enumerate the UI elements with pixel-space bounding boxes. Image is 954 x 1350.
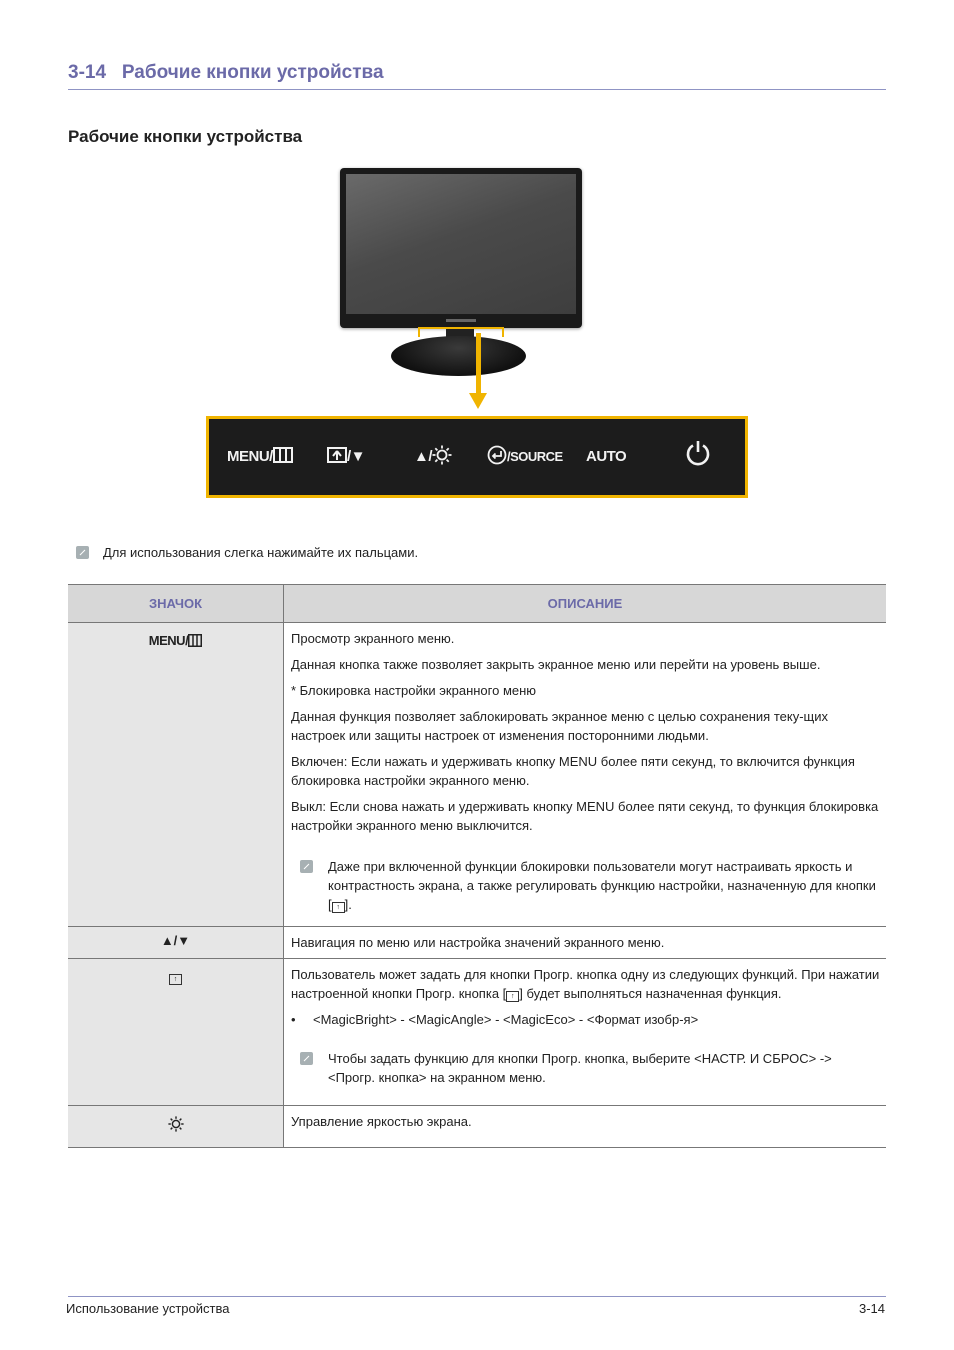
description-text-before: Пользователь может задать для кнопки Прогр. кнопка одну из следующих функций. При нажатии настроенной кнопки Прогр. кнопка [ <box>291 967 880 1001</box>
button-area-highlight <box>418 327 504 337</box>
lock-note-text <box>328 857 880 914</box>
monitor-screen <box>346 174 576 314</box>
custom-key-icon: ↑ <box>332 902 345 913</box>
up-brightness-label: ▲/ <box>414 448 433 465</box>
description-paragraph: Включен: Если нажать и удерживать кнопку MENU более пяти секунд, то включится функция блокировка настройки экранного меню. <box>291 754 855 788</box>
row-description-cell <box>284 623 887 927</box>
description-paragraph: Управление яркостью экрана. <box>291 1114 472 1129</box>
menu-button[interactable] <box>227 419 293 495</box>
table-row <box>68 959 886 1106</box>
menu-icon <box>273 447 293 463</box>
lock-note <box>300 857 880 914</box>
custom-key-note <box>300 1049 880 1087</box>
section-title <box>68 62 886 90</box>
footer-divider <box>68 1296 886 1297</box>
custom-down-button[interactable] <box>327 419 365 495</box>
lock-note-text-after: ]. <box>344 897 352 912</box>
brightness-icon <box>432 445 452 465</box>
table-row <box>68 927 886 959</box>
description-paragraph <box>291 965 880 1003</box>
row-description-cell <box>284 959 887 1106</box>
custom-down-label: /▼ <box>347 448 366 465</box>
controls-table <box>68 584 886 1148</box>
source-label: /SOURCE <box>507 449 563 464</box>
arrow-down-icon <box>469 393 487 409</box>
description-paragraph: Навигация по меню или настройка значений экранного меню. <box>291 935 665 950</box>
description-paragraph: Данная кнопка также позволяет закрыть экранное меню или перейти на уровень выше. <box>291 657 821 672</box>
table-header-row <box>68 585 886 623</box>
up-brightness-button[interactable] <box>414 419 452 495</box>
function-list-text: <MagicBright> - <MagicAngle> - <MagicEco> - <Формат изобр-я> <box>313 1012 699 1027</box>
lock-note-text-before: Даже при включенной функции блокировки пользователи могут настраивать яркость и контрастность экрана, а также регулировать функцию настройки, назначенную для кнопки [ <box>328 859 876 912</box>
arrow-line <box>476 333 481 393</box>
brand-mark <box>446 319 476 322</box>
custom-key-icon: ↑ <box>169 974 182 985</box>
power-button[interactable] <box>685 419 711 495</box>
monitor-body <box>340 168 582 328</box>
source-icon <box>487 445 507 465</box>
description-text-after: ] будет выполняться назначенная функция. <box>519 986 782 1001</box>
auto-label: AUTO <box>586 448 627 465</box>
description-paragraph: Просмотр экранного меню. <box>291 631 455 646</box>
bullet-mark: • <box>291 1012 296 1027</box>
section-number: 3-14 <box>68 62 107 83</box>
column-header-description: ОПИСАНИЕ <box>284 585 887 623</box>
menu-icon <box>188 634 202 647</box>
footer-chapter: Использование устройства <box>66 1301 230 1316</box>
up-down-symbol: ▲/▼ <box>160 933 191 948</box>
button-panel <box>206 416 748 498</box>
row-icon-cell <box>68 927 284 959</box>
function-list-item <box>291 1010 880 1029</box>
monitor-figure <box>206 160 748 502</box>
usage-note-text: Для использования слегка нажимайте их пальцами. <box>103 545 419 560</box>
row-icon-cell <box>68 959 284 1106</box>
description-paragraph: Данная функция позволяет заблокировать экранное меню с целью сохранения теку-щих настроек или защиты настроек от изменения посторонними людьми. <box>291 709 828 743</box>
table-row <box>68 623 886 927</box>
menu-button-symbol <box>149 633 202 648</box>
section-title-text: Рабочие кнопки устройства <box>121 62 384 83</box>
menu-button-label: MENU/ <box>227 448 273 465</box>
custom-key-icon <box>327 447 347 463</box>
note-icon <box>300 860 313 873</box>
row-description-cell <box>284 1106 887 1148</box>
usage-note <box>76 545 418 560</box>
row-description-cell <box>284 927 887 959</box>
auto-button[interactable] <box>586 419 626 495</box>
note-icon <box>76 546 89 559</box>
column-header-icon: ЗНАЧОК <box>68 585 284 623</box>
row-icon-cell <box>68 623 284 927</box>
description-paragraph: Выкл: Если снова нажать и удерживать кнопку MENU более пяти секунд, то функция блокировка настройки экранного меню выключится. <box>291 799 879 833</box>
note-icon <box>300 1052 313 1065</box>
description-paragraph: * Блокировка настройки экранного меню <box>291 683 537 698</box>
page-number: 3-14 <box>858 1301 885 1316</box>
brightness-icon <box>168 1116 184 1132</box>
subsection-title: Рабочие кнопки устройства <box>68 127 303 146</box>
custom-key-note-text: Чтобы задать функцию для кнопки Прогр. кнопка, выберите <НАСТР. И СБРОС> -> <Прогр. кнопка> на экранном меню. <box>328 1051 832 1085</box>
monitor-base <box>391 336 526 376</box>
custom-key-icon: ↑ <box>506 991 519 1002</box>
menu-button-symbol-text: MENU/ <box>148 633 189 648</box>
table-row <box>68 1106 886 1148</box>
enter-source-button[interactable] <box>487 419 563 495</box>
row-icon-cell <box>68 1106 284 1148</box>
power-icon <box>685 439 711 467</box>
